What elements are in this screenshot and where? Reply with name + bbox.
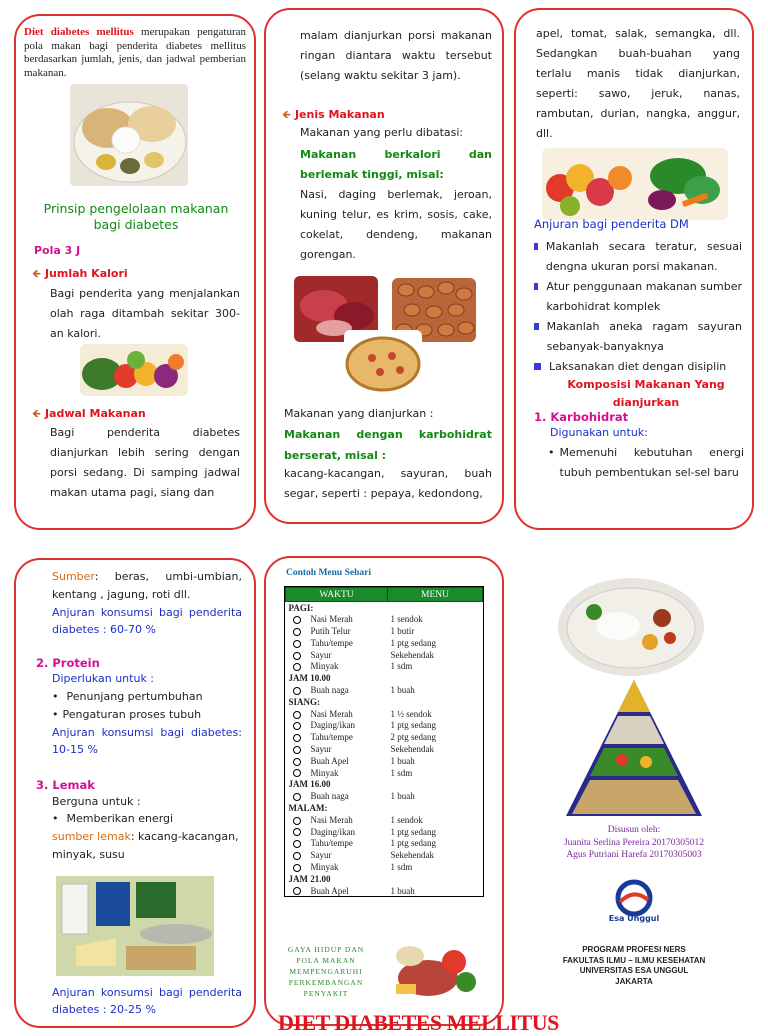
- menu-item-name: [286, 613, 388, 625]
- menu-item-name: [286, 826, 388, 838]
- circle-bullet-icon: [293, 758, 301, 766]
- circle-bullet-icon: [293, 828, 301, 836]
- header-waktu: WAKTU: [286, 588, 388, 602]
- menu-table-header: [286, 588, 483, 602]
- p2-cont-text: malam dianjurkan porsi makanan ringan diantara waktu tersebut (selang waktu sekitar 3 jam).: [300, 29, 492, 82]
- anjuran-item: Laksanakan diet dengan disiplin: [534, 357, 742, 377]
- menu-item-row: [286, 613, 483, 625]
- menu-item-row: [286, 731, 483, 743]
- menu-item-name: [286, 719, 388, 731]
- panel-nutrisi: [14, 558, 256, 1028]
- menu-section-text: JAM 10.00: [288, 673, 331, 684]
- menu-portion: [388, 672, 483, 684]
- menu-portion: 1 butir: [390, 625, 415, 636]
- circle-bullet-icon: [293, 864, 301, 872]
- berserat-list: kacang-kacangan, sayuran, buah segar, seperti : pepaya, kedondong,: [284, 467, 492, 500]
- menu-portion: 1 ½ sendok: [390, 708, 432, 719]
- menu-section-row: [286, 696, 483, 708]
- sumber-text: : beras, umbi-umbian, kentang , jagung, roti dll.: [52, 570, 242, 601]
- city-text: JAKARTA: [615, 976, 653, 986]
- menu-item-name: [286, 708, 388, 720]
- jadwal-text: Bagi penderita diabetes dianjurkan lebih sering dengan porsi sedang. Di samping jadwal makan utama pagi, siang dan: [50, 426, 240, 499]
- menu-portion: 1 ptg sedang: [390, 826, 436, 837]
- berkalori-list: Nasi, daging berlemak, jeroan, kuning telur, es krim, sosis, cake, cokelat, dendeng, makanan gorengan.: [300, 188, 492, 261]
- menu-portion: [388, 802, 483, 814]
- pizza-image: [344, 330, 422, 394]
- menu-item-name: [286, 885, 388, 897]
- menu-section-label: [286, 778, 388, 790]
- square-bullet-icon: [534, 283, 538, 290]
- dot-bullet-icon: •: [52, 708, 59, 721]
- menu-section-label: [286, 672, 388, 684]
- square-bullet-icon: [534, 243, 538, 250]
- menu-item-text: Sayur: [310, 850, 332, 861]
- menu-section-row: [286, 778, 483, 790]
- berkalori-label: Makanan berkalori dan berlemak tinggi, misal:: [300, 148, 492, 181]
- berserat-label: Makanan dengan karbohidrat berserat, misal :: [284, 428, 492, 462]
- circle-bullet-icon: [293, 793, 301, 801]
- menu-portion: 1 sendok: [390, 614, 423, 625]
- menu-item-text: Nasi Merah: [310, 814, 353, 825]
- menu-item-text: Daging/ikan: [310, 720, 355, 731]
- menu-item-row: [286, 719, 483, 731]
- menu-item-name: [286, 625, 388, 637]
- komposisi-heading: Komposisi Makanan Yang dianjurkan: [567, 378, 725, 409]
- intro-text: merupakan pengaturan pola makan bagi penderita diabetes mellitus berdasarkan jumlah, jenis, dan jadwal pemberian makanan.: [24, 26, 246, 79]
- gaya-text: GAYA HIDUP DAN POLA MAKAN MEMPENGARUHI PERKEMBANGAN PENYAKIT: [287, 945, 365, 998]
- karbo-bullet: • Memenuhi kebutuhan energi tubuh pembentukan sel-sel baru: [548, 443, 744, 483]
- circle-bullet-icon: [293, 852, 301, 860]
- menu-section-text: JAM 21.00: [288, 873, 331, 884]
- menu-section-label: [286, 802, 388, 814]
- header-menu: MENU: [388, 588, 483, 602]
- lemak-sumber-text: : kacang-kacangan, minyak, susu: [52, 830, 239, 861]
- anjuran-item: Makanlah aneka ragam sayuran sebanyak-banyaknya: [534, 317, 742, 357]
- menu-section-row: [286, 802, 483, 814]
- menu-portion: 1 sdm: [390, 661, 413, 672]
- menu-portion: 2 ptg sedang: [390, 732, 436, 743]
- menu-portion: Sekehendak: [390, 743, 434, 754]
- jadwal-title: Jadwal Makanan: [44, 407, 146, 420]
- menu-item-text: Buah Apel: [310, 755, 349, 766]
- jenis-heading: [282, 106, 385, 125]
- menu-item-row: [286, 649, 483, 661]
- arrow-icon: 🡸: [32, 407, 41, 420]
- menu-item-text: Tahu/tempe: [310, 732, 353, 743]
- menu-item-name: [286, 790, 388, 802]
- menu-item-text: Sayur: [310, 743, 332, 754]
- circle-bullet-icon: [293, 652, 301, 660]
- menu-item-row: [286, 837, 483, 849]
- lemak-bullet: • Memberikan energi: [52, 812, 174, 825]
- menu-item-row: [286, 625, 483, 637]
- panel-intro: [14, 14, 256, 530]
- sumber-label: Sumber: [52, 570, 95, 583]
- menu-item-row: [286, 861, 483, 873]
- karbo-use: Digunakan untuk:: [550, 426, 648, 439]
- program-text: PROGRAM PROFESI NERS: [582, 945, 686, 954]
- menu-item-name: [286, 649, 388, 661]
- panel-cover: [514, 560, 754, 1024]
- karbo-anjuran: Anjuran konsumsi bagi penderita diabetes : 60-70 %: [52, 606, 242, 636]
- author-2: Agus Putriani Harefa 20170305003: [566, 850, 702, 860]
- circle-bullet-icon: [293, 687, 301, 695]
- dibatasi-label: Makanan yang perlu dibatasi:: [300, 126, 464, 139]
- menu-item-row: [286, 826, 483, 838]
- banner-title: DIET DIABETES MELLITUS: [278, 1010, 559, 1035]
- menu-section-text: SIANG:: [288, 696, 321, 707]
- circle-bullet-icon: [293, 640, 301, 648]
- circle-bullet-icon: [293, 722, 301, 730]
- anjuran-item: Makanlah secara teratur, sesuai dengna ukuran porsi makanan.: [534, 237, 742, 277]
- circle-bullet-icon: [293, 769, 301, 777]
- circle-bullet-icon: [293, 734, 301, 742]
- lemak-sumber: [52, 828, 242, 864]
- menu-table-body: [286, 602, 483, 897]
- menu-portion: 1 buah: [390, 791, 415, 802]
- circle-bullet-icon: [293, 887, 301, 895]
- menu-item-text: Tahu/tempe: [310, 637, 353, 648]
- pola-label: Pola 3 J: [34, 244, 81, 257]
- jenis-title: Jenis Makanan: [294, 108, 385, 121]
- university-logo: [606, 878, 662, 930]
- menu-item-row: [286, 790, 483, 802]
- intro-title: Diet diabetes mellitus: [24, 26, 134, 38]
- menu-item-text: Tahu/tempe: [310, 838, 353, 849]
- circle-bullet-icon: [293, 628, 301, 636]
- menu-item-name: [286, 755, 388, 767]
- arrow-icon: 🡸: [32, 267, 41, 280]
- circle-bullet-icon: [293, 817, 301, 825]
- sumber-paragraph: [52, 568, 242, 604]
- menu-item-row: [286, 755, 483, 767]
- menu-portion: 1 ptg sedang: [390, 838, 436, 849]
- menu-item-text: Minyak: [310, 861, 339, 872]
- anjuran-list: [534, 237, 742, 377]
- protein-bullet: • Penunjang pertumbuhan: [52, 690, 203, 703]
- square-bullet-icon: [534, 323, 539, 330]
- menu-item-name: [286, 814, 388, 826]
- menu-portion: 1 sdm: [390, 861, 413, 872]
- menu-item-row: [286, 660, 483, 672]
- menu-section-row: [286, 672, 483, 684]
- menu-item-name: [286, 837, 388, 849]
- menu-item-text: Nasi Merah: [310, 708, 353, 719]
- arrow-icon: 🡸: [282, 108, 291, 121]
- dot-bullet-icon: •: [548, 446, 555, 459]
- food-plate-image: [70, 84, 188, 186]
- principle-heading: Prinsip pengelolaan makanan bagi diabetes: [43, 201, 229, 232]
- menu-portion: Sekehendak: [390, 649, 434, 660]
- menu-item-name: [286, 660, 388, 672]
- menu-item-row: [286, 849, 483, 861]
- menu-portion: 1 buah: [390, 885, 415, 896]
- menu-section-row: [286, 602, 483, 614]
- dot-bullet-icon: •: [52, 690, 59, 703]
- menu-portion: 1 buah: [390, 755, 415, 766]
- dot-bullet-icon: •: [52, 812, 59, 825]
- university-text: UNIVERSITAS ESA UNGGUL: [579, 966, 689, 975]
- food-pyramid-image: [562, 676, 706, 820]
- jadwal-heading: [32, 405, 146, 424]
- protein-bullet: • Pengaturan proses tubuh: [52, 708, 202, 721]
- jumlah-heading: [32, 265, 128, 284]
- lemak-heading: 3. Lemak: [36, 778, 95, 792]
- lemak-sumber-label: sumber lemak: [52, 830, 131, 843]
- panel-anjuran: [514, 8, 754, 530]
- menu-portion: [388, 778, 483, 790]
- fruit-vegetable-image: [542, 148, 728, 220]
- meat-fruit-image: [388, 938, 480, 1004]
- menu-item-row: [286, 767, 483, 779]
- menu-item-name: [286, 684, 388, 696]
- menu-section-row: [286, 873, 483, 885]
- menu-portion: Sekehendak: [390, 850, 434, 861]
- menu-item-text: Minyak: [310, 661, 339, 672]
- karbo-heading: 1. Karbohidrat: [534, 410, 629, 424]
- menu-portion: 1 ptg sedang: [390, 637, 436, 648]
- p3-cont-text: apel, tomat, salak, semangka, dll. Sedangkan buah-buahan yang terlalu manis tidak dianjurkan, seperti: sawo, jeruk, nanas, rambutan, durian, nangka, anggur, dll.: [536, 27, 740, 140]
- menu-item-text: Buah Apel: [310, 885, 349, 896]
- circle-bullet-icon: [293, 746, 301, 754]
- menu-item-name: [286, 861, 388, 873]
- menu-section-text: MALAM:: [288, 802, 328, 813]
- lemak-use: Berguna untuk :: [52, 795, 141, 808]
- menu-portion: 1 sdm: [390, 767, 413, 778]
- jumlah-text: Bagi penderita yang menjalankan olah raga ditambah sekitar 300-an kalori.: [50, 287, 240, 340]
- menu-portion: 1 ptg sedang: [390, 720, 436, 731]
- menu-portion: [388, 873, 483, 885]
- author-1: Juanita Serlina Pereira 20170305012: [563, 838, 705, 848]
- menu-item-text: Buah naga: [310, 791, 349, 802]
- menu-title: Contoh Menu Sehari: [286, 568, 371, 578]
- menu-section-label: [286, 696, 388, 708]
- menu-item-text: Minyak: [310, 767, 339, 778]
- menu-item-row: [286, 885, 483, 897]
- menu-section-text: JAM 16.00: [288, 779, 331, 790]
- institution-block: [514, 945, 754, 987]
- menu-item-text: Sayur: [310, 649, 332, 660]
- circle-bullet-icon: [293, 840, 301, 848]
- menu-item-row: [286, 684, 483, 696]
- dairy-fish-image: [56, 876, 214, 976]
- fakultas-text: FAKULTAS ILMU – ILMU KESEHATAN: [562, 955, 706, 965]
- menu-item-row: [286, 814, 483, 826]
- circle-bullet-icon: [293, 616, 301, 624]
- menu-item-text: Daging/ikan: [310, 826, 355, 837]
- menu-item-text: Putih Telur: [310, 625, 351, 636]
- logo-text: Esa Unggul: [608, 914, 660, 923]
- panel-jenis-makanan: [264, 8, 504, 524]
- menu-item-name: [286, 849, 388, 861]
- menu-item-name: [286, 731, 388, 743]
- intro-paragraph: [24, 26, 246, 80]
- menu-item-name: [286, 743, 388, 755]
- menu-item-name: [286, 637, 388, 649]
- menu-section-label: [286, 602, 388, 614]
- food-plate-photo: [558, 578, 704, 676]
- menu-item-row: [286, 708, 483, 720]
- fruit-image: [80, 344, 188, 396]
- menu-table: [284, 586, 484, 897]
- jumlah-title: Jumlah Kalori: [44, 267, 128, 280]
- menu-item-text: Buah naga: [310, 684, 349, 695]
- menu-item-name: [286, 767, 388, 779]
- protein-anjuran: Anjuran konsumsi bagi diabetes: 10-15 %: [52, 726, 242, 756]
- menu-item-row: [286, 743, 483, 755]
- protein-use: Diperlukan untuk :: [52, 672, 155, 685]
- menu-portion: [388, 696, 483, 708]
- panel-menu: [264, 556, 559, 1035]
- menu-item-row: [286, 637, 483, 649]
- menu-portion: 1 sendok: [390, 814, 423, 825]
- menu-portion: 1 buah: [390, 684, 415, 695]
- dianjurkan-label: Makanan yang dianjurkan :: [284, 407, 434, 420]
- anjuran-heading: Anjuran bagi penderita DM: [534, 217, 689, 231]
- menu-portion: [388, 602, 483, 614]
- anjuran-item: Atur penggunaan makanan sumber karbohidrat komplek: [534, 277, 742, 317]
- disusun-label: Disusun oleh:: [607, 825, 661, 835]
- circle-bullet-icon: [293, 663, 301, 671]
- square-bullet-icon: [534, 363, 541, 370]
- menu-section-text: PAGI:: [288, 602, 314, 613]
- protein-heading: 2. Protein: [36, 656, 100, 670]
- menu-item-text: Nasi Merah: [310, 614, 353, 625]
- lemak-anjuran: Anjuran konsumsi bagi penderita diabetes : 20-25 %: [52, 986, 242, 1016]
- circle-bullet-icon: [293, 711, 301, 719]
- menu-section-label: [286, 873, 388, 885]
